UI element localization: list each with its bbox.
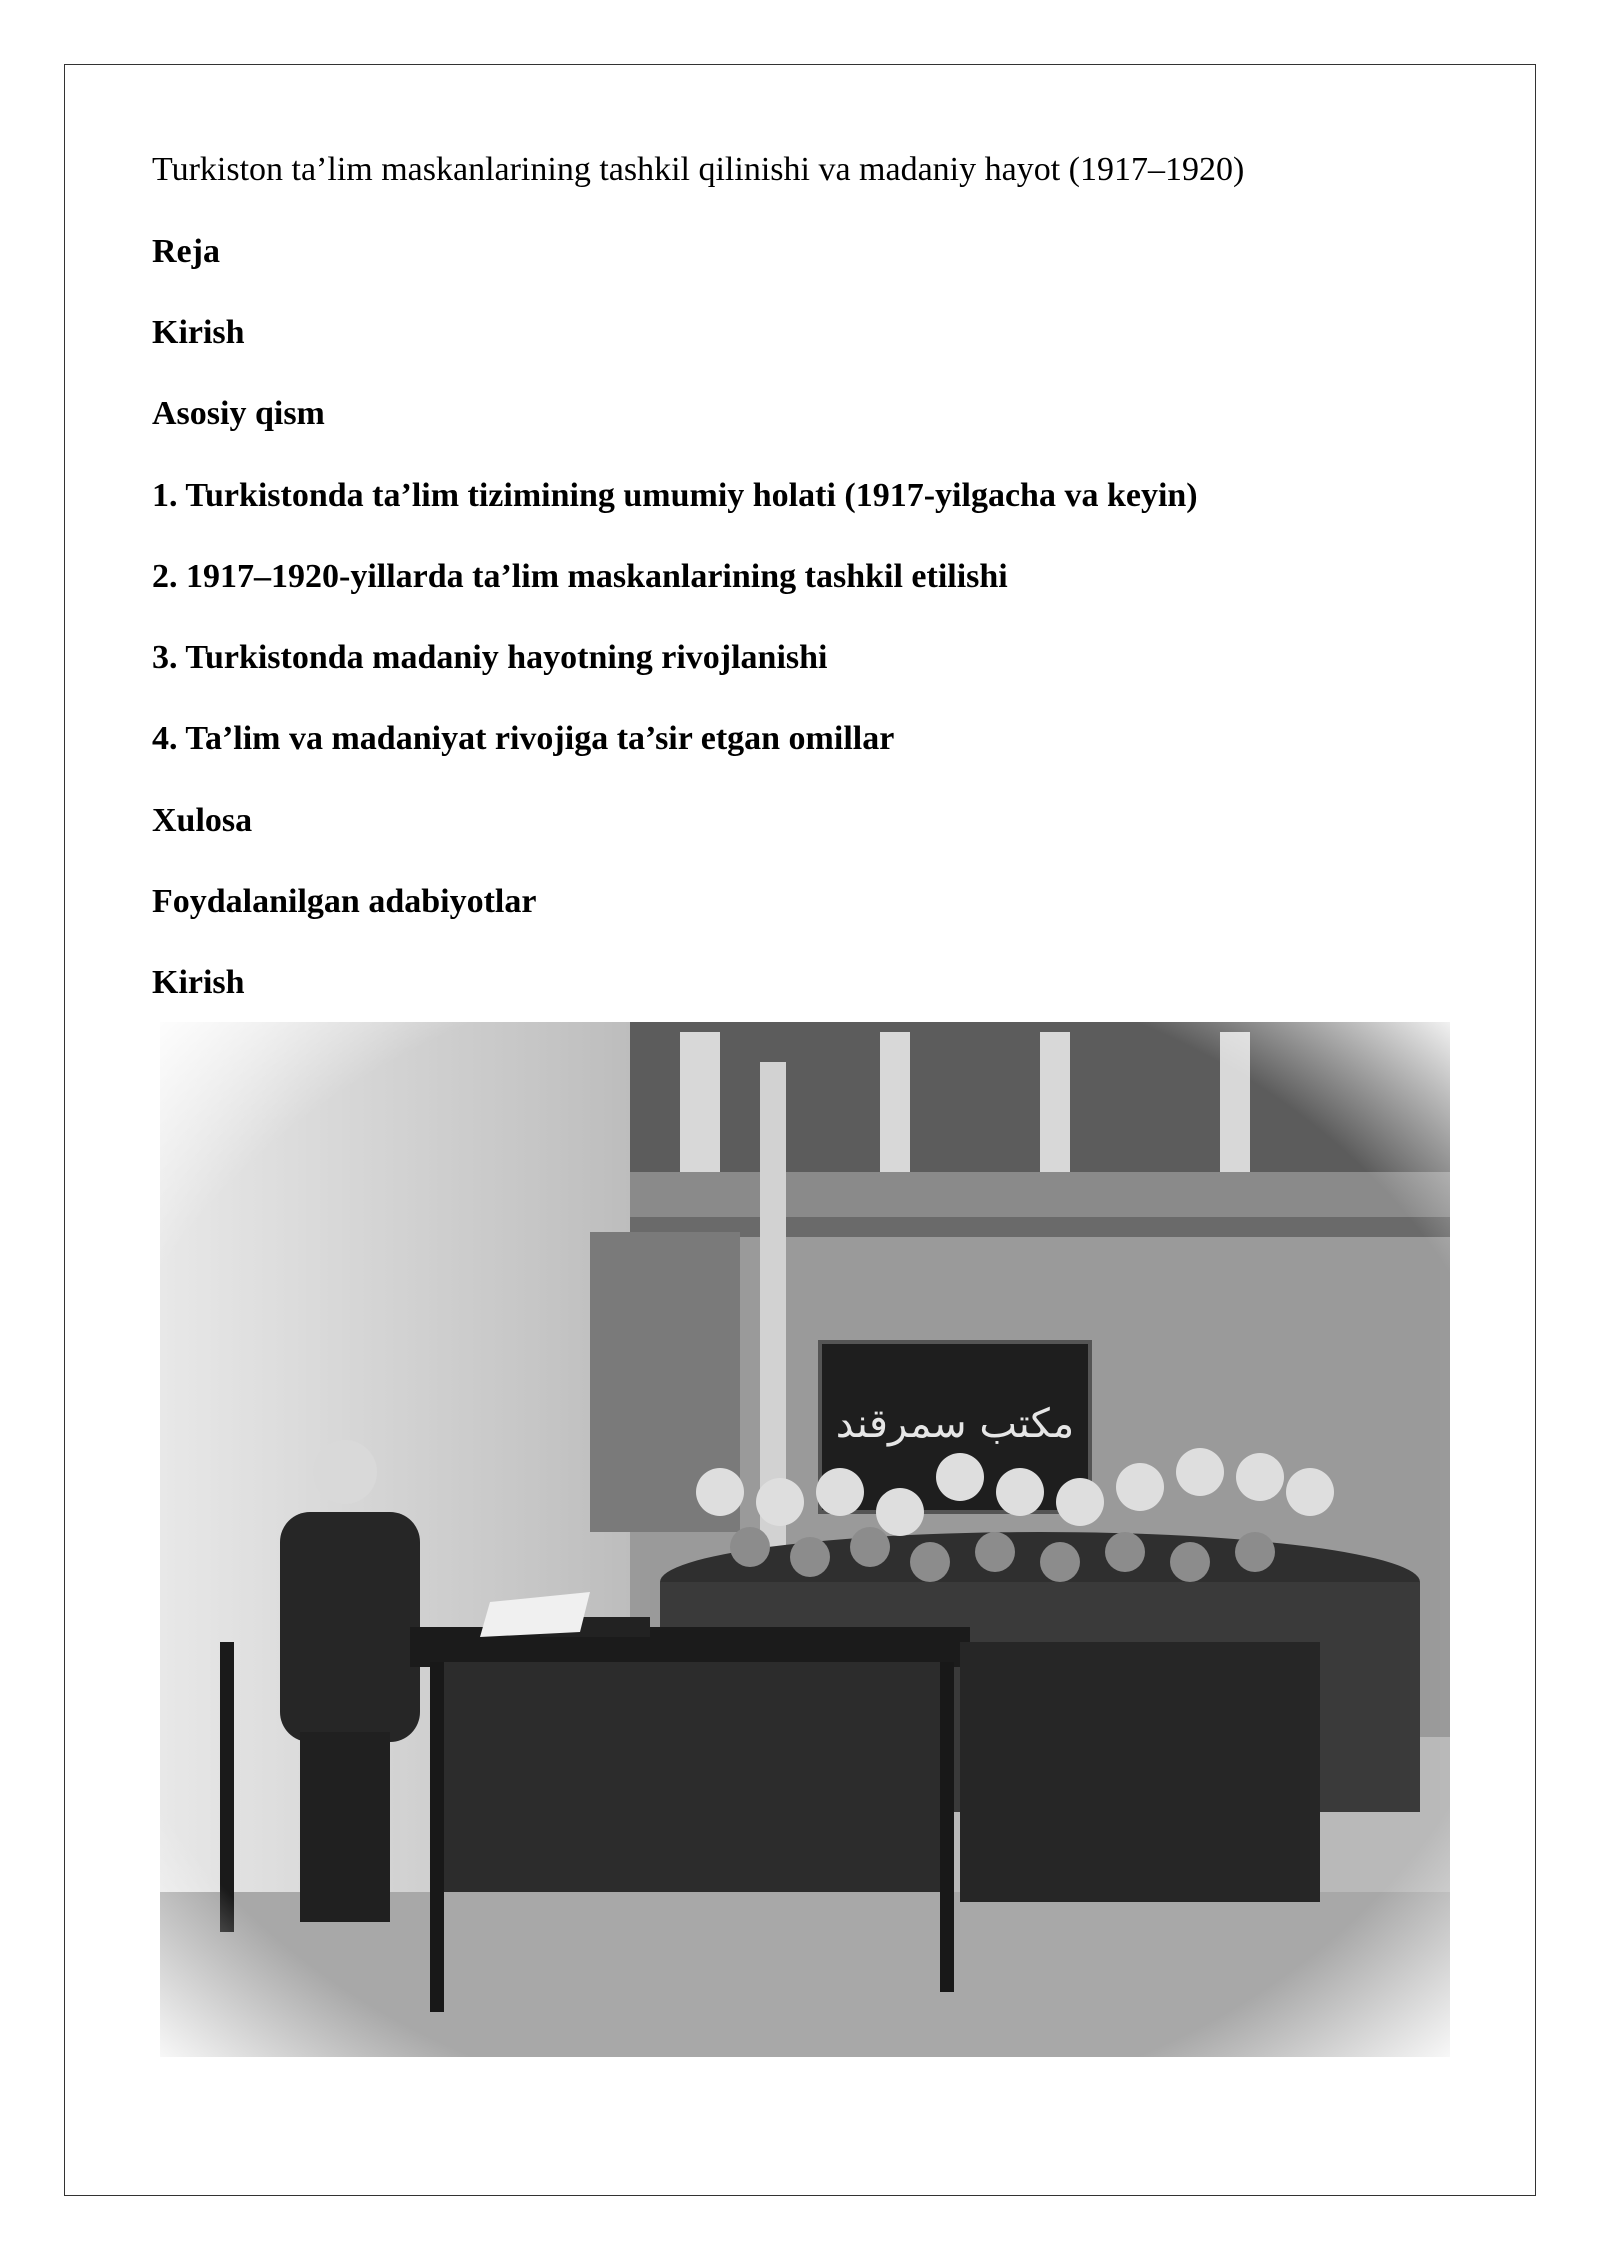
plan-item-4: 4. Ta’lim va madaniyat rivojiga ta’sir etgan omillar: [152, 720, 895, 757]
plan-item-3: 3. Turkistonda madaniy hayotning rivojlanishi: [152, 639, 828, 676]
section-heading-intro: Kirish: [152, 964, 245, 1001]
document-title: Turkiston ta’lim maskanlarining tashkil qilinishi va madaniy hayot (1917–1920): [152, 151, 1245, 188]
plan-item-references: Foydalanilgan adabiyotlar: [152, 883, 537, 920]
plan-item-main: Asosiy qism: [152, 395, 325, 432]
plan-heading: Reja: [152, 233, 220, 270]
plan-item-conclusion: Xulosa: [152, 802, 253, 839]
plan-item-1: 1. Turkistonda ta’lim tizimining umumiy holati (1917-yilgacha va keyin): [152, 477, 1198, 514]
plan-item-2: 2. 1917–1920-yillarda ta’lim maskanlarining tashkil etilishi: [152, 558, 1008, 595]
plan-item-intro: Kirish: [152, 314, 245, 351]
historical-school-photo: [160, 1022, 1450, 2057]
school-photo-illustration: [160, 1022, 1450, 2057]
